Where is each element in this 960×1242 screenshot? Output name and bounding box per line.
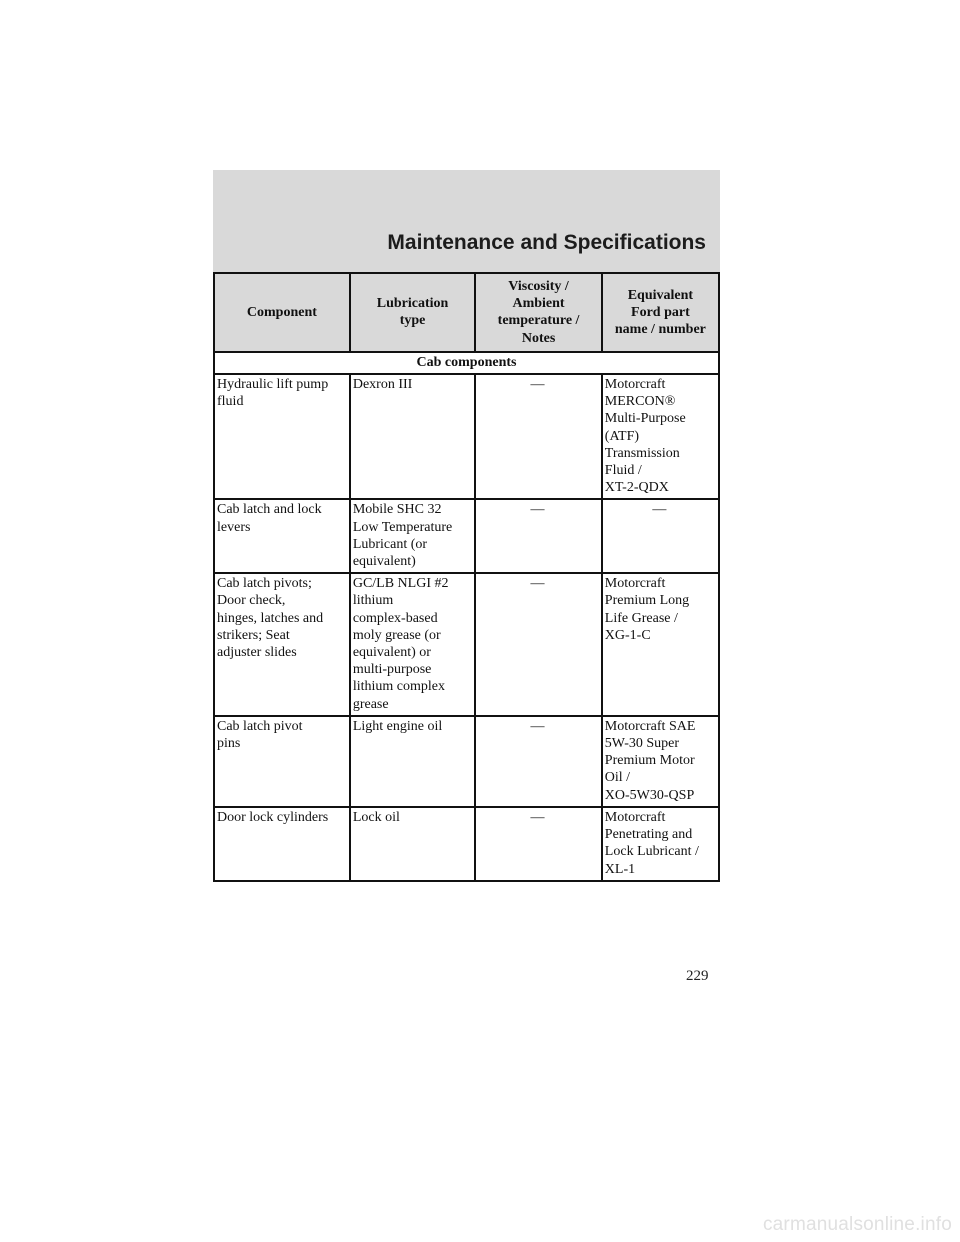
- cell-line: Penetrating and: [604, 827, 693, 843]
- cell-lubrication-type: [350, 499, 475, 573]
- cell-line: grease: [352, 696, 389, 712]
- cell-line: Light engine oil: [352, 718, 443, 734]
- lubricant-spec-table: [213, 272, 720, 882]
- page-number: 229: [686, 968, 709, 984]
- cell-ford-part: [602, 499, 719, 573]
- cell-line: Premium Long: [604, 593, 690, 609]
- cell-line: Equivalent: [627, 287, 694, 303]
- cell-line: —: [652, 502, 667, 518]
- cell-lubrication-type: [350, 807, 475, 881]
- cell-line: Mobile SHC 32: [352, 502, 442, 518]
- cell-line: complex-based: [352, 610, 438, 626]
- cell-line: Cab latch and lock: [217, 502, 322, 518]
- cell-line: Door check,: [217, 593, 286, 609]
- cell-line: Lock Lubricant /: [604, 844, 699, 860]
- column-header-lubrication-type: [350, 273, 475, 352]
- cell-line: XT-2-QDX: [604, 480, 669, 496]
- cell-line: temperature /: [497, 313, 580, 329]
- cell-line: Low Temperature: [352, 519, 453, 535]
- cell-ford-part: [602, 374, 719, 499]
- cell-line: XO-5W30-QSP: [604, 787, 695, 803]
- table-section-row: [214, 352, 719, 374]
- cell-line: Hydraulic lift pump: [217, 377, 329, 393]
- cell-ford-part: [602, 716, 719, 807]
- cell-line: equivalent) or: [352, 645, 431, 661]
- cell-line: Motorcraft: [604, 809, 666, 825]
- cell-line: Component: [246, 304, 317, 320]
- cell-line: Cab latch pivot: [217, 718, 303, 734]
- cell-line: Fluid /: [604, 463, 642, 479]
- cell-line: type: [399, 313, 426, 329]
- cell-component: [214, 716, 350, 807]
- cell-line: equivalent): [352, 554, 416, 570]
- table-row: [214, 573, 719, 716]
- cell-line: XL-1: [604, 861, 636, 877]
- cell-line: Motorcraft: [604, 377, 666, 393]
- cell-line: Premium Motor: [604, 753, 695, 769]
- section-label-cab-components: Cab components: [214, 352, 719, 374]
- cell-line: adjuster slides: [217, 645, 297, 661]
- cell-line: Life Grease /: [604, 610, 678, 626]
- cell-line: hinges, latches and: [217, 610, 324, 626]
- cell-line: Motorcraft: [604, 576, 666, 592]
- cell-lubrication-type: [350, 374, 475, 499]
- cell-line: Multi-Purpose: [604, 411, 686, 427]
- cell-lubrication-type: [350, 716, 475, 807]
- cell-line: Viscosity /: [508, 279, 569, 294]
- cell-component: [214, 374, 350, 499]
- cell-line: Motorcraft SAE: [604, 718, 696, 734]
- cell-component: [214, 807, 350, 881]
- cell-line: Cab latch pivots;: [217, 576, 312, 592]
- cell-line: Lock oil: [352, 809, 400, 825]
- cell-component: [214, 573, 350, 716]
- table-row: [214, 716, 719, 807]
- cell-line: Ambient: [512, 296, 565, 312]
- cell-line: name / number: [614, 322, 706, 337]
- cell-line: pins: [217, 736, 241, 752]
- cell-line: Notes: [521, 330, 556, 346]
- cell-viscosity: —: [475, 807, 602, 881]
- cell-line: Lubricant (or: [352, 536, 428, 552]
- cell-line: GC/LB NLGI #2: [352, 576, 449, 592]
- section-header-band: [213, 170, 720, 282]
- column-header-viscosity: [475, 273, 602, 352]
- cell-line: XG-1-C: [604, 627, 651, 643]
- cell-viscosity: —: [475, 716, 602, 807]
- table-row: [214, 499, 719, 573]
- table-body: [214, 352, 719, 881]
- cell-ford-part: [602, 807, 719, 881]
- cell-line: 5W-30 Super: [604, 736, 680, 752]
- cell-line: levers: [217, 519, 251, 535]
- cell-line: multi-purpose: [352, 662, 432, 678]
- cell-line: (ATF): [604, 428, 640, 444]
- table-row: [214, 807, 719, 881]
- cell-line: moly grease (or: [352, 627, 441, 643]
- watermark-text: carmanualsonline.info: [762, 1214, 952, 1235]
- cell-ford-part: [602, 573, 719, 716]
- cell-line: lithium complex: [352, 679, 445, 695]
- cell-line: strikers; Seat: [217, 627, 290, 643]
- cell-line: lithium: [352, 593, 394, 609]
- cell-viscosity: —: [475, 499, 602, 573]
- cell-line: Transmission: [604, 445, 680, 461]
- cell-line: Door lock cylinders: [217, 809, 329, 825]
- cell-viscosity: —: [475, 374, 602, 499]
- section-title: Maintenance and Specifications: [387, 231, 706, 254]
- column-header-ford-part: [602, 273, 719, 352]
- cell-line: Ford part: [631, 304, 690, 320]
- table-header-row: [214, 273, 719, 352]
- cell-line: fluid: [217, 394, 244, 410]
- cell-component: [214, 499, 350, 573]
- cell-line: Dexron III: [352, 377, 413, 393]
- cell-line: Oil /: [604, 770, 631, 786]
- cell-viscosity: —: [475, 573, 602, 716]
- cell-line: Lubrication: [376, 296, 449, 312]
- table-row: [214, 374, 719, 499]
- cell-lubrication-type: [350, 573, 475, 716]
- cell-line: MERCON®: [604, 394, 676, 410]
- column-header-component: [214, 273, 350, 352]
